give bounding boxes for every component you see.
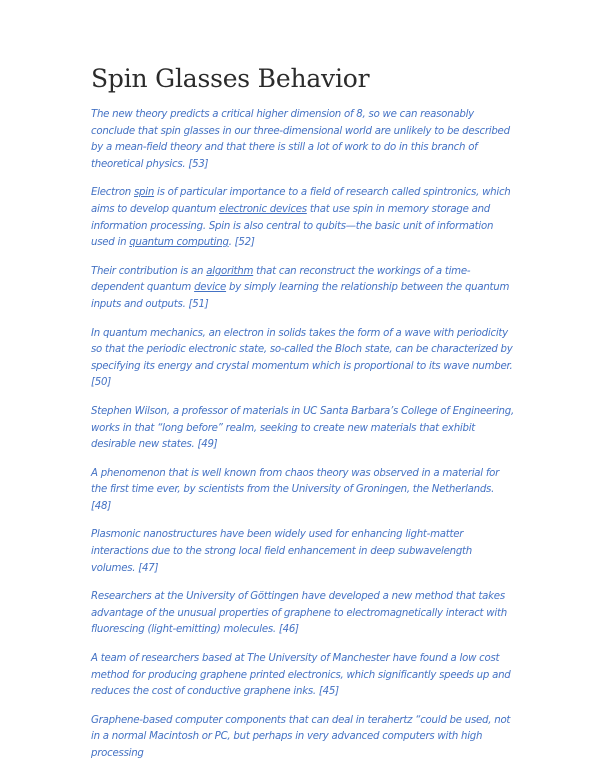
paragraph-text: that use spin in memory storage and information processing. Spin is also central to qubits—the basic unit of information used in bbox=[91, 203, 494, 249]
paragraph-8 bbox=[91, 589, 515, 639]
paragraph-text: In quantum mechanics, an electron in solids takes the form of a wave with periodicity so that the periodic electronic state, so-called the Bloch state, can be characterized by specifying its energy and crystal momentum which is proportional to its wave number. [50] bbox=[91, 327, 513, 389]
paragraph-10 bbox=[91, 713, 515, 763]
paragraph-1 bbox=[91, 107, 515, 173]
document-body bbox=[91, 107, 515, 775]
paragraph-text: Electron bbox=[91, 187, 134, 199]
paragraph-5 bbox=[91, 404, 515, 454]
paragraph-text: is of particular importance to a field of research called spintronics, which aims to develop quantum bbox=[91, 187, 511, 215]
paragraph-3 bbox=[91, 264, 515, 314]
link-algorithm[interactable]: algorithm bbox=[206, 265, 254, 277]
paragraph-text: The new theory predicts a critical higher dimension of 8, so we can reasonably conclude that spin glasses in our three-dimensional world are unlikely to be described by a mean-field theory and that there is still a lot of work to do in this branch of theoretical physics. [53] bbox=[91, 109, 510, 170]
paragraph-text: A team of researchers based at The University of Manchester have found a low cost method for producing graphene printed electronics, which significantly speeds up and reduces the cost of conductive graphene inks. [45] bbox=[91, 653, 511, 698]
paragraph-text: Researchers at the University of Göttingen have developed a new method that takes advantage of the unusual properties of graphene to electromagnetically interact with fluorescing (light-emitting) molecules. [46] bbox=[91, 591, 507, 636]
paragraph-text: . [52] bbox=[228, 237, 255, 249]
link-device[interactable]: device bbox=[194, 282, 227, 294]
paragraph-6 bbox=[91, 466, 515, 516]
link-quantum-computing[interactable]: quantum computing bbox=[129, 237, 229, 249]
paragraph-4 bbox=[91, 326, 515, 392]
paragraph-text: Their contribution is an bbox=[91, 265, 207, 277]
paragraph-text: that can reconstruct the workings of a time-dependent quantum bbox=[91, 265, 471, 294]
link-spin[interactable]: spin bbox=[134, 187, 155, 199]
paragraph-7 bbox=[91, 527, 515, 577]
paragraph-text: Graphene-based computer components that can deal in terahertz “could be used, not in a normal Macintosh or PC, but perhaps in very advanced computers with high processing bbox=[91, 714, 511, 759]
page-title: Spin Glasses Behavior bbox=[91, 64, 370, 93]
paragraph-text: Plasmonic nanostructures have been widely used for enhancing light-matter interactions due to the strong local field enhancement in deep subwavelength volumes. [47] bbox=[91, 529, 473, 574]
paragraph-text: A phenomenon that is well known from chaos theory was observed in a material for the first time ever, by scientists from the University of Groningen, the Netherlands. [48] bbox=[91, 467, 500, 512]
paragraph-text: Stephen Wilson, a professor of materials in UC Santa Barbara’s College of Engineering, works in that “long before” realm, seeking to create new materials that exhibit desirable new states. [49] bbox=[91, 405, 514, 451]
paragraph-9 bbox=[91, 651, 515, 701]
paragraph-2 bbox=[91, 185, 515, 251]
link-electronic-devices[interactable]: electronic devices bbox=[219, 203, 307, 215]
paragraph-text: by simply learning the relationship between the quantum inputs and outputs. [51] bbox=[91, 282, 510, 310]
